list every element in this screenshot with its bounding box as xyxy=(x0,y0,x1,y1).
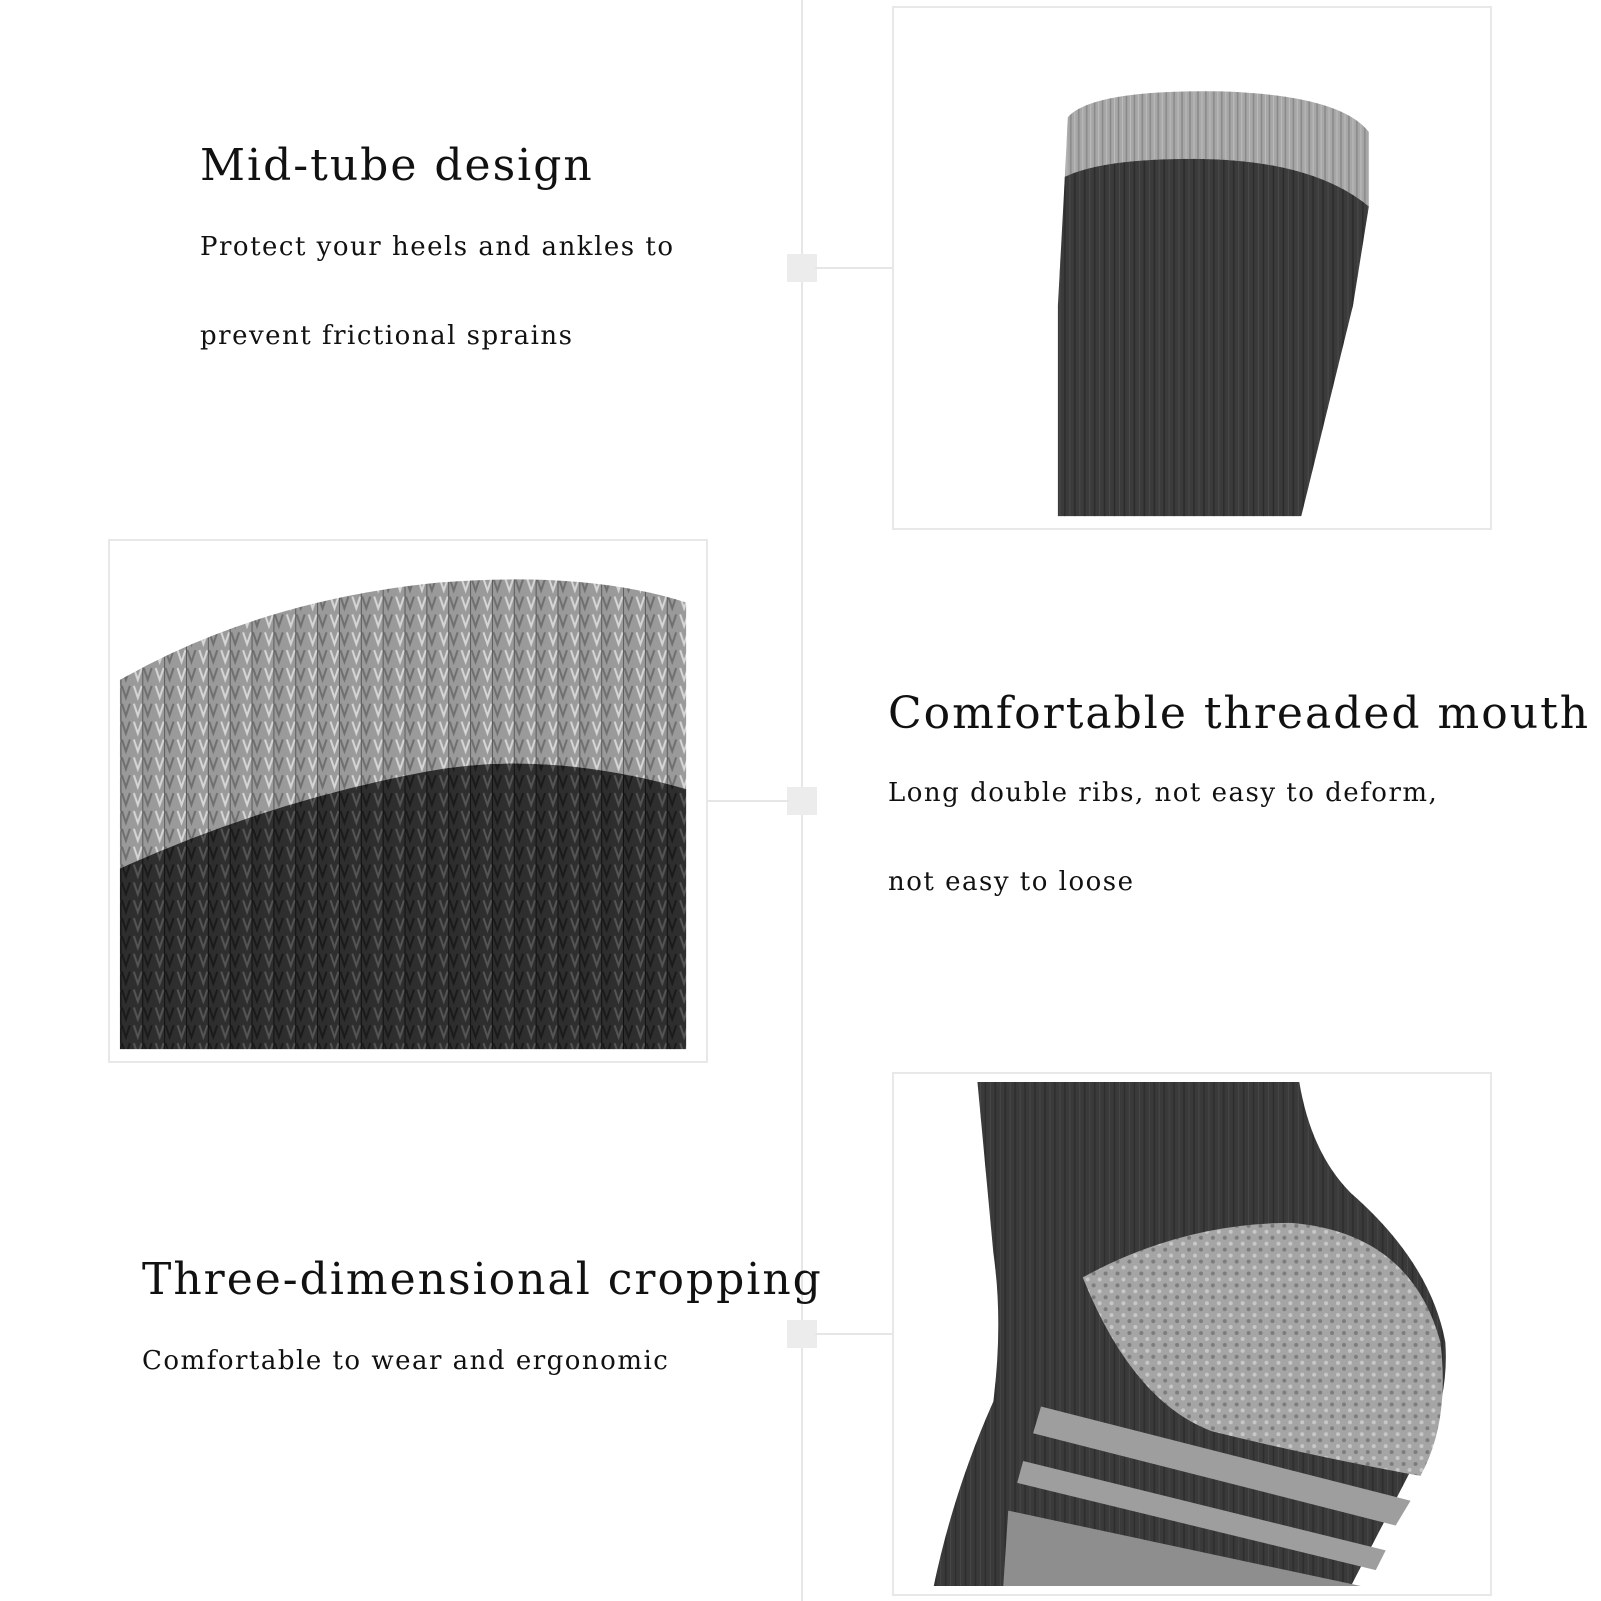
section-2-title: Comfortable threaded mouth xyxy=(888,688,1591,739)
connector-2 xyxy=(707,800,789,802)
section-3-line-1: Comfortable to wear and ergonomic xyxy=(142,1346,670,1376)
timeline-node-1 xyxy=(787,254,817,282)
timeline-node-2 xyxy=(787,787,817,815)
section-3-title: Three-dimensional cropping xyxy=(142,1254,823,1305)
sock-cuff-image xyxy=(892,6,1492,530)
section-2-line-1: Long double ribs, not easy to deform, xyxy=(888,778,1439,808)
section-2-line-2: not easy to loose xyxy=(888,867,1135,897)
section-1-line-1: Protect your heels and ankles to xyxy=(200,232,675,262)
sock-rib-closeup-image xyxy=(108,539,708,1063)
sock-heel-image xyxy=(892,1072,1492,1596)
section-1-title: Mid-tube design xyxy=(200,140,594,191)
section-1-line-2: prevent frictional sprains xyxy=(200,321,574,351)
connector-3 xyxy=(815,1333,892,1335)
timeline-node-3 xyxy=(787,1320,817,1348)
connector-1 xyxy=(815,267,892,269)
